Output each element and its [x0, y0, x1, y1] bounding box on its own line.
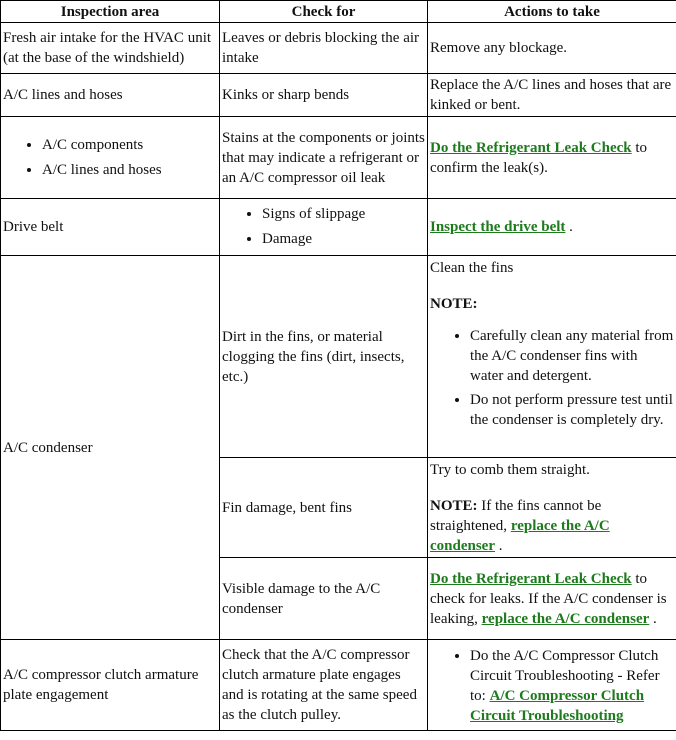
action-intro: Try to comb them straight.	[430, 462, 590, 478]
cell-action	[428, 117, 676, 199]
table-row	[1, 640, 676, 731]
table-row	[1, 117, 676, 199]
cell-area: A/C lines and hoses	[1, 74, 220, 117]
note-label: NOTE:	[430, 296, 478, 312]
note-label: NOTE:	[430, 498, 478, 514]
note-end: .	[495, 538, 503, 554]
cell-check: Kinks or sharp bends	[220, 74, 428, 117]
cell-action	[428, 640, 676, 731]
list-item: • Signs of slippage	[262, 202, 425, 227]
list-item	[470, 645, 674, 729]
cell-area: A/C compressor clutch armature plate engagement	[1, 640, 220, 731]
note-text: If the fins cannot be straightened,	[430, 498, 602, 534]
table-row	[1, 256, 676, 458]
list-item: • Damage	[262, 227, 425, 252]
list-item: • Carefully clean any material from the A/C condenser fins with water and detergent.	[470, 325, 674, 389]
header-inspection-area: Inspection area	[1, 1, 220, 23]
cell-area: Fresh air intake for the HVAC unit (at the base of the windshield)	[1, 23, 220, 74]
cell-action	[428, 558, 676, 640]
action-text: to confirm the leak(s).	[430, 139, 648, 176]
cell-action	[428, 256, 676, 458]
replace-condenser-link[interactable]: replace the A/C condenser	[481, 610, 650, 627]
list-item: • A/C lines and hoses	[42, 158, 217, 183]
action-text: .	[565, 219, 573, 235]
list-item: • Do not perform pressure test until the condenser is completely dry.	[470, 389, 674, 433]
replace-condenser-link[interactable]: replace the A/C condenser	[430, 518, 610, 554]
action-list	[430, 645, 674, 729]
cell-check: Dirt in the fins, or material clogging the fins (dirt, insects, etc.)	[220, 256, 428, 458]
inspect-drive-belt-link[interactable]: Inspect the drive belt	[430, 219, 566, 235]
cell-check: Leaves or debris blocking the air intake	[220, 23, 428, 74]
header-check-for: Check for	[220, 1, 428, 23]
header-actions: Actions to take	[428, 1, 676, 23]
area-list	[3, 133, 217, 183]
refrigerant-leak-check-link[interactable]: Do the Refrigerant Leak Check	[430, 570, 632, 587]
cell-check: Check that the A/C compressor clutch armature plate engages and is rotating at the same speed as the clutch pulley.	[220, 640, 428, 731]
cell-area: Drive belt	[1, 199, 220, 256]
header-row	[1, 1, 676, 23]
note-list	[430, 325, 674, 433]
cell-check	[220, 199, 428, 256]
refrigerant-leak-check-link[interactable]: Do the Refrigerant Leak Check	[430, 139, 632, 156]
cell-check: Fin damage, bent fins	[220, 458, 428, 558]
cell-action: Remove any blockage.	[428, 23, 676, 74]
action-text: Do the A/C Compressor Clutch Circuit Troubleshooting - Refer to:	[470, 648, 660, 704]
action-end: .	[649, 610, 657, 627]
check-list	[222, 202, 425, 252]
cell-check: Visible damage to the A/C condenser	[220, 558, 428, 640]
cell-action: Replace the A/C lines and hoses that are kinked or bent.	[428, 74, 676, 117]
table-row	[1, 74, 676, 117]
cell-action	[428, 199, 676, 256]
table-row	[1, 199, 676, 256]
action-text: to check for leaks. If the A/C condenser is leaking,	[430, 570, 667, 627]
table-row	[1, 23, 676, 74]
note-paragraph	[430, 496, 674, 556]
cell-area: A/C condenser	[1, 256, 220, 640]
cell-check: Stains at the components or joints that may indicate a refrigerant or an A/C compressor oil leak	[220, 117, 428, 199]
action-intro: Clean the fins	[430, 260, 514, 276]
list-item: • A/C components	[42, 133, 217, 158]
cell-action	[428, 458, 676, 558]
clutch-circuit-troubleshooting-link[interactable]: A/C Compressor Clutch Circuit Troubleshooting	[470, 688, 645, 724]
cell-area	[1, 117, 220, 199]
